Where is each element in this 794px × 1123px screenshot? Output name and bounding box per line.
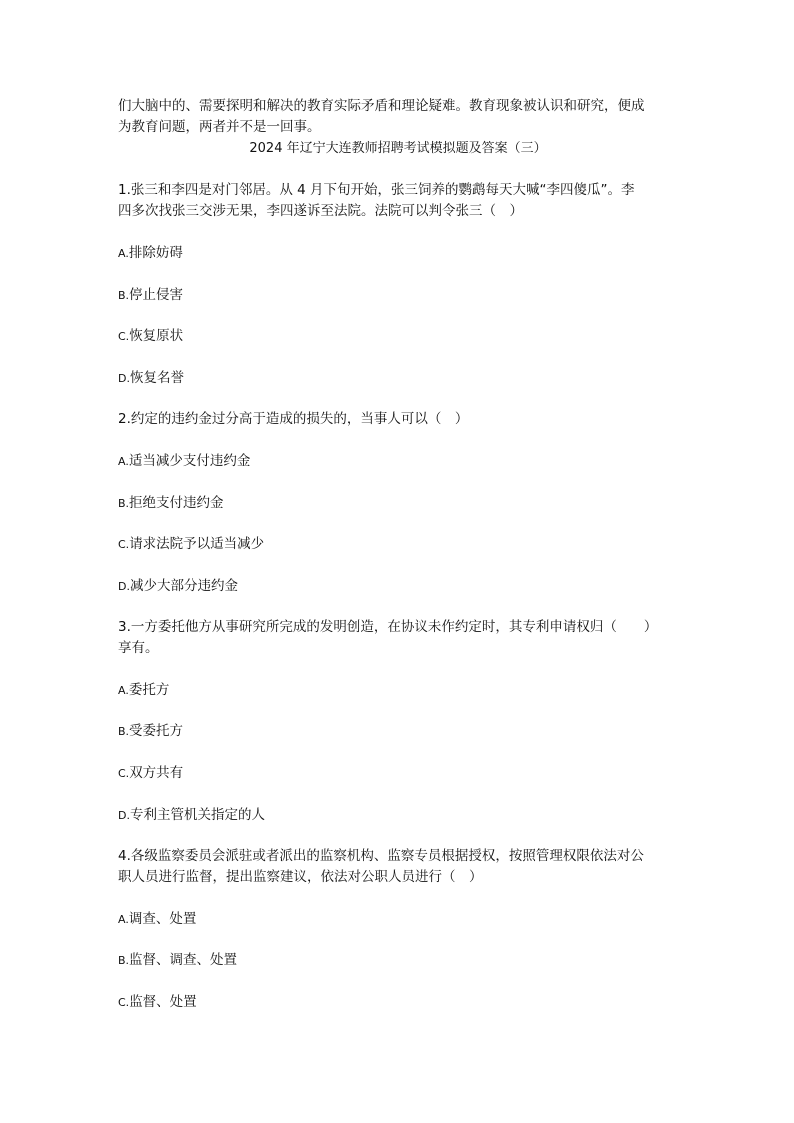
- question-1-option-a: A.排除妨碍: [118, 245, 183, 261]
- question-3-line-1: 3.一方委托他方从事研究所完成的发明创造，在协议未作约定时，其专利申请权归（ ）: [118, 619, 658, 635]
- question-3-option-c: C.双方共有: [118, 765, 184, 781]
- intro-line-2: 为教育问题，两者并不是一回事。: [118, 119, 321, 135]
- question-1: [118, 180, 678, 222]
- question-3-option-d: D.专利主管机关指定的人: [118, 807, 265, 823]
- intro-paragraph: [118, 96, 678, 138]
- question-2-option-d: D.减少大部分违约金: [118, 578, 238, 594]
- question-3-line-2: 享有。: [118, 640, 159, 656]
- question-4: [118, 846, 678, 888]
- document-title: 2024 年辽宁大连教师招聘考试模拟题及答案（三）: [249, 141, 547, 156]
- intro-line-1: 们大脑中的、需要探明和解决的教育实际矛盾和理论疑难。教育现象被认识和研究，便成: [118, 98, 645, 114]
- question-3-option-a: A.委托方: [118, 682, 170, 698]
- question-1-option-d: D.恢复名誉: [118, 370, 184, 386]
- question-3: [118, 617, 678, 659]
- question-4-option-a: A.调查、处置: [118, 911, 197, 927]
- question-4-line-2: 职人员进行监督，提出监察建议，依法对公职人员进行（ ）: [118, 869, 483, 885]
- question-2-option-c: C.请求法院予以适当减少: [118, 536, 265, 552]
- question-2: [118, 409, 678, 430]
- question-2-option-b: B.拒绝支付违约金: [118, 495, 224, 511]
- question-2-option-a: A.适当减少支付违约金: [118, 453, 251, 469]
- question-4-line-1: 4.各级监察委员会派驻或者派出的监察机构、监察专员根据授权，按照管理权限依法对公: [118, 848, 644, 864]
- question-1-line-2: 四多次找张三交涉无果，李四遂诉至法院。法院可以判令张三（ ）: [118, 203, 523, 219]
- question-1-option-c: C.恢复原状: [118, 328, 184, 344]
- question-2-line-1: 2.约定的违约金过分高于造成的损失的，当事人可以（ ）: [118, 411, 469, 427]
- question-1-option-b: B.停止侵害: [118, 287, 184, 303]
- question-4-option-c: C.监督、处置: [118, 994, 197, 1010]
- question-3-option-b: B.受委托方: [118, 723, 184, 739]
- question-4-option-b: B.监督、调查、处置: [118, 952, 238, 968]
- question-1-line-1: 1.张三和李四是对门邻居。从 4 月下旬开始，张三饲养的鹦鹉每天大喊“李四傻瓜”。李: [118, 182, 635, 198]
